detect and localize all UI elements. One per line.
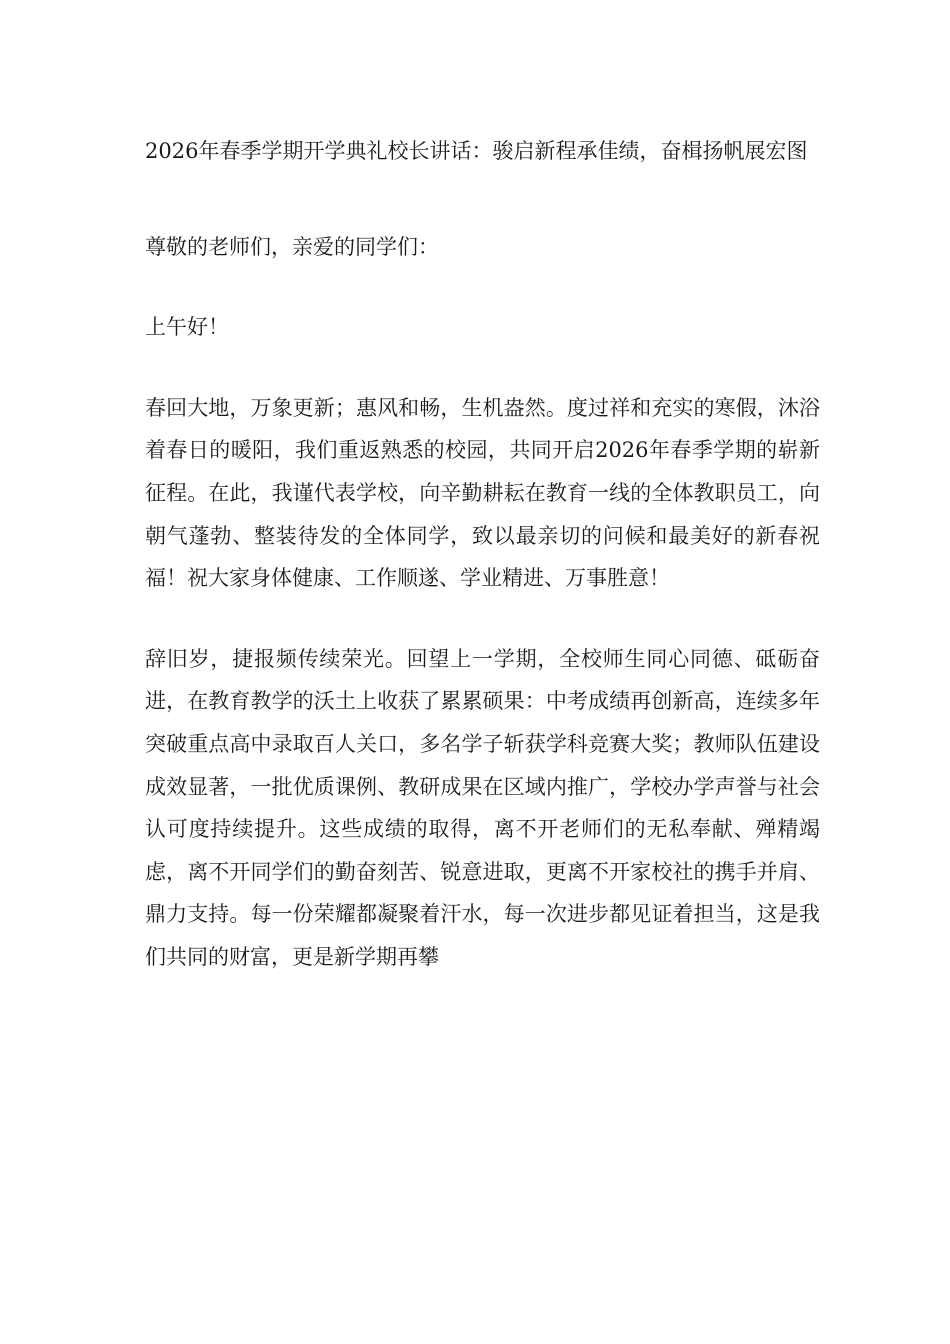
spacer — [145, 349, 820, 387]
spacer — [145, 268, 820, 306]
greeting: 上午好！ — [145, 315, 229, 340]
salutation: 尊敬的老师们，亲爱的同学们： — [145, 234, 439, 259]
body-paragraph: 辞旧岁，捷报频传续荣光。回望上一学期，全校师生同心同德、砥砺奋进，在教育教学的沃土上收获了累累硕果：中考成绩再创新高，连续多年突破重点高中录取百人关口，多名学子斩获学科竞赛大奖；教师队伍建设成效显著，一批优质课例、教研成果在区域内推广，学校办学声誉与社会认可度持续提升。这些成绩的取得，离不开老师们的无私奉献、殚精竭虑，离不开同学们的勤奋刻苦、锐意进取，更离不开家校社的携手并肩、鼎力支持。每一份荣耀都凝聚着汗水，每一次进步都见证着担当，这是我们共同的财富，更是新学期再攀 — [145, 646, 820, 969]
spacer — [145, 600, 820, 638]
document-body — [145, 130, 820, 979]
spacer — [145, 173, 820, 226]
document-title: 2026年春季学期开学典礼校长讲话：骏启新程承佳绩，奋楫扬帆展宏图 — [145, 139, 808, 163]
body-paragraph: 春回大地，万象更新；惠风和畅，生机盎然。度过祥和充实的寒假，沐浴着春日的暖阳，我们重返熟悉的校园，共同开启2026年春季学期的崭新征程。在此，我谨代表学校，向辛勤耕耘在教育一线的全体教职员工，向朝气蓬勃、整装待发的全体同学，致以最亲切的问候和最美好的新春祝福！祝大家身体健康、工作顺遂、学业精进、万事胜意！ — [145, 395, 820, 591]
